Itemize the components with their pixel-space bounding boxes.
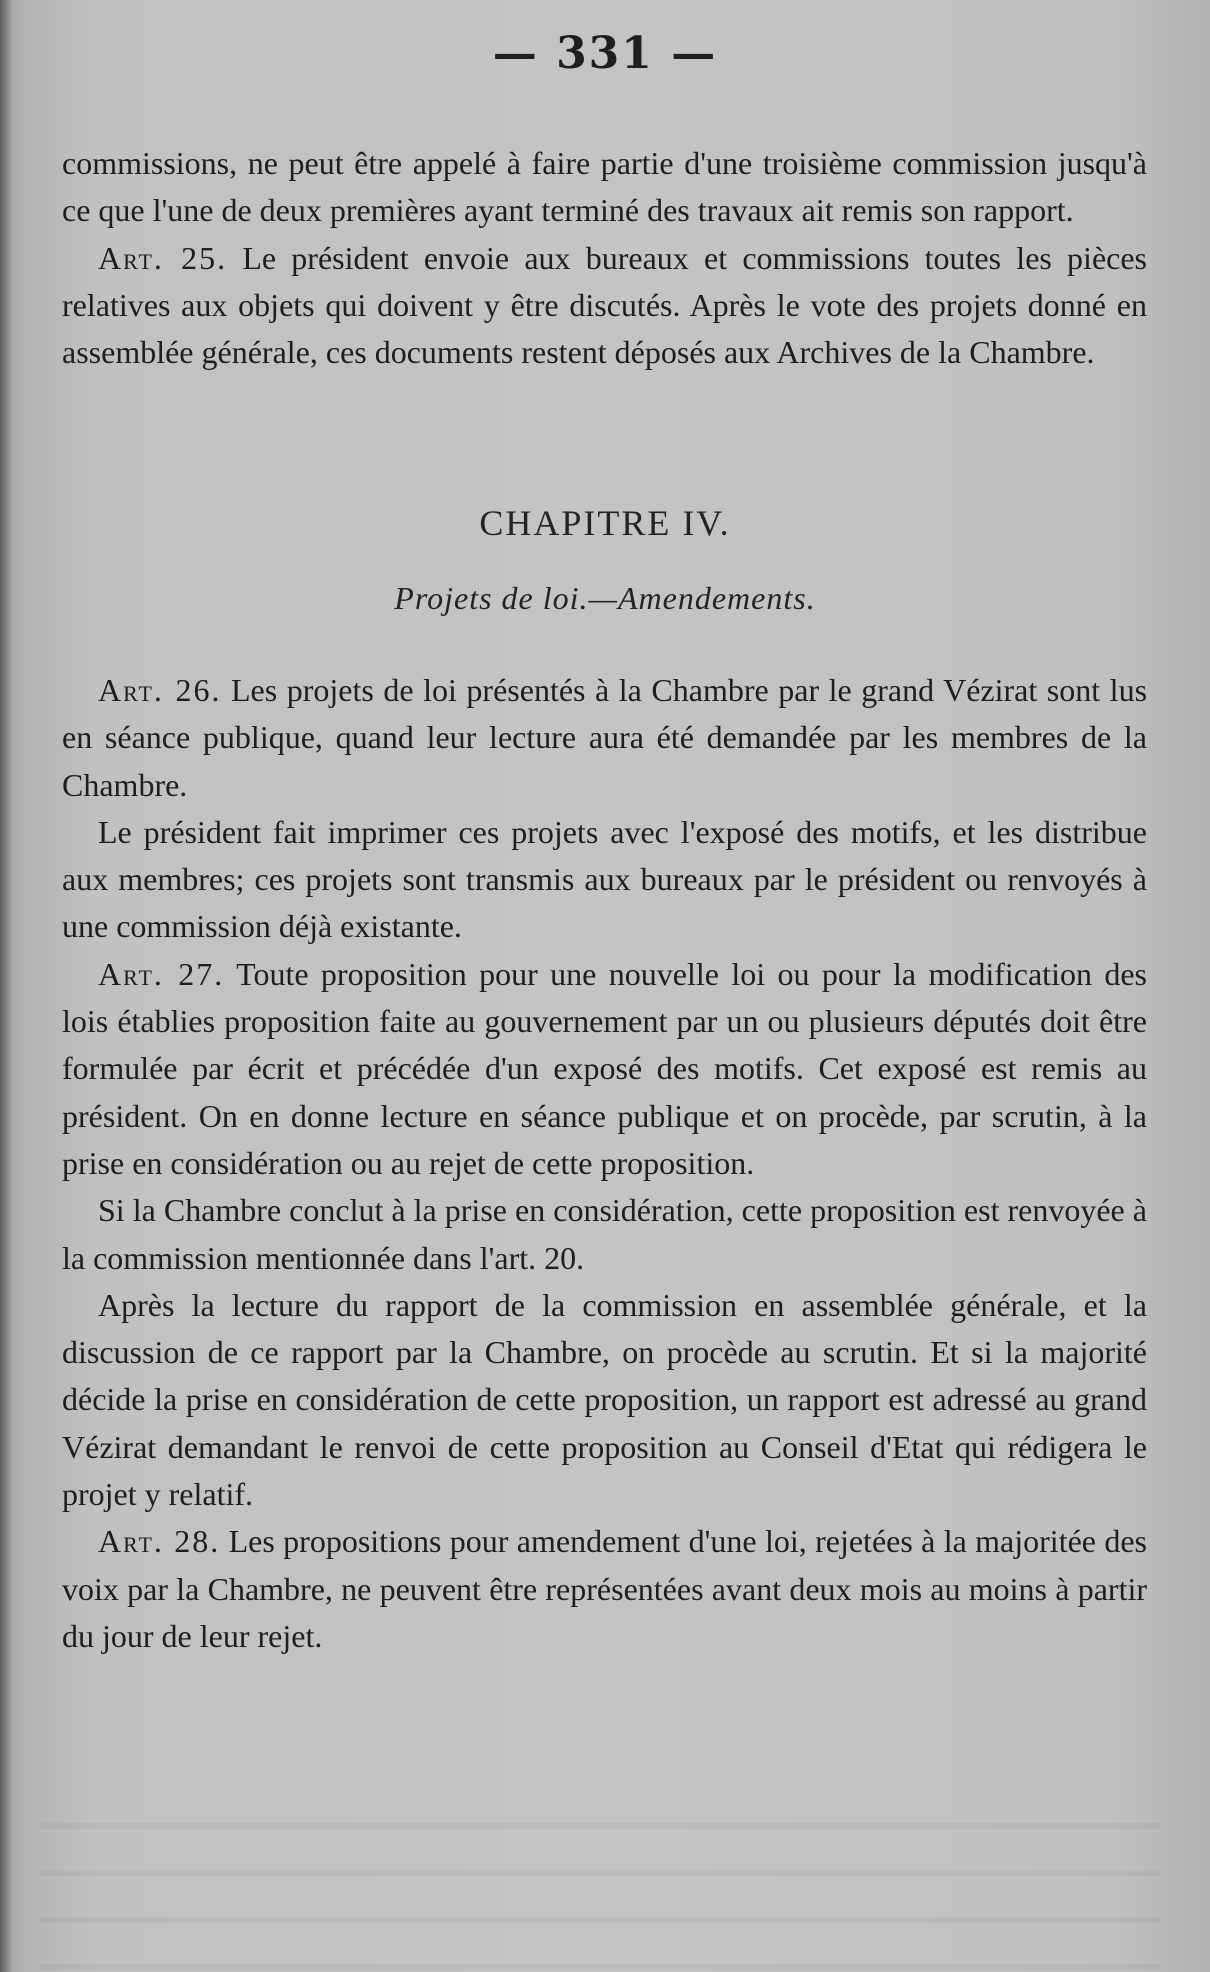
bleed-through-texture [40, 1790, 1160, 1970]
paragraph-art-28 [62, 1518, 1147, 1660]
page-edge-shadow [0, 0, 12, 1972]
article-label: Art. 28. [98, 1523, 221, 1560]
chapter-title: CHAPITRE IV. [479, 503, 731, 543]
paragraph-consideration: Si la Chambre conclut à la prise en considération, cette proposition est renvoyée à la commission mentionnée dans l'art. 20. [62, 1192, 1147, 1276]
page-number: — 331 — [492, 28, 718, 79]
article-text: Le président envoie aux bureaux et commissions toutes les pièces relatives aux objets qui doivent y être discutés. Après le vote des projets donné en assemblée générale, ces documents restent déposés aux Archives de la Chambre. [62, 239, 1148, 371]
text-block-top [62, 140, 1147, 376]
paragraph-art-26 [62, 667, 1147, 809]
paragraph-art-27 [62, 951, 1147, 1187]
article-label: Art. 27. [98, 955, 225, 992]
paragraph-art-25 [62, 235, 1147, 377]
chapter-subtitle: Projets de loi.—Amendements. [394, 580, 816, 616]
article-text: Les propositions pour amendement d'une loi, rejetées à la majoritée des voix par la Chambre, ne peuvent être représentées avant deux mois au moins à partir du jour de leur rejet. [62, 1523, 1148, 1654]
paragraph-scrutin: Après la lecture du rapport de la commission en assemblée générale, et la discussion de ce rapport par la Chambre, on procède au scrutin. Et si la majorité décide la prise en considération de cette proposition, un rapport est adressé au grand Vézirat demandant le renvoi de cette proposition au Conseil d'Etat qui rédigera le projet y relatif. [62, 1286, 1147, 1513]
paragraph-president: Le président fait imprimer ces projets avec l'exposé des motifs, et les distribue aux membres; ces projets sont transmis aux bureaux par le président ou renvoyés à une commission déjà existante. [62, 813, 1147, 945]
article-label: Art. 25. [98, 239, 228, 276]
article-text: Toute proposition pour une nouvelle loi ou pour la modification des lois établies proposition faite au gouvernement par un ou plusieurs députés doit être formulée par écrit et précédée d'un exposé des motifs. Cet exposé est remis au président. On en donne lecture en séance publique et on procède, par scrutin, à la prise en considération ou au rejet de cette proposition. [62, 955, 1148, 1181]
text-block-bottom [62, 667, 1147, 1660]
article-label: Art. 26. [98, 672, 222, 708]
article-text: Les projets de loi présentés à la Chambre par le grand Vézirat sont lus en séance publique, quand leur lecture aura été demandée par les membres de la Chambre. [62, 672, 1148, 803]
paragraph-continuation: commissions, ne peut être appelé à faire partie d'une troisième commission jusqu'à ce que l'une de deux premières ayant terminé des travaux ait remis son rapport. [62, 145, 1147, 229]
